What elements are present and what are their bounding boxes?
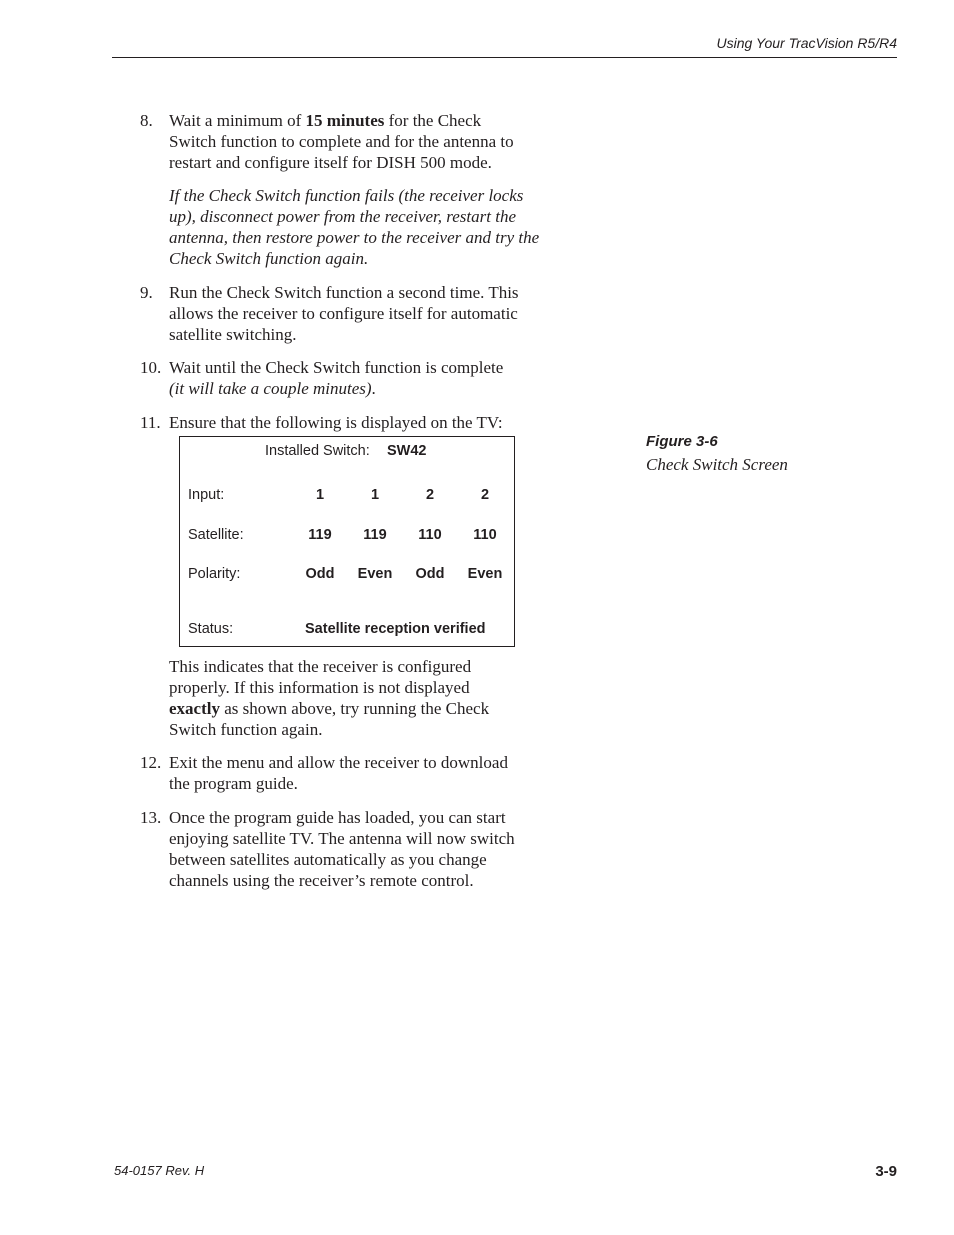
step-8-text: Wait a minimum of 15 minutes for the Check Switch function to complete and for the antenna to restart and configure itself for DISH 500 mode. [169,111,514,172]
step-13-number: 13. [140,808,162,827]
step-8-note: If the Check Switch function fails (the receiver locks up), disconnect power from the receiver, restart the antenna, then restore power to the receiver and try the Check Switch function again. [169,186,540,268]
step-10-text: Wait until the Check Switch function is complete (it will take a couple minutes). [169,358,504,398]
step-10-number: 10. [140,358,162,377]
installed-switch-label: Installed Switch: [265,443,370,459]
running-header: Using Your TracVision R5/R4 [716,35,897,51]
step-11-text: Ensure that the following is displayed on the TV: [169,413,503,432]
polarity-value: Even [467,566,503,582]
figure-caption: Check Switch Screen [646,455,788,474]
step-11-number: 11. [140,413,161,432]
input-value: 1 [370,487,380,503]
status-label: Status: [188,621,234,637]
step-13-text: Once the program guide has loaded, you can start enjoying satellite TV. The antenna will now switch between satellites automatically as you change channels using the receiver’s remote control. [169,808,515,890]
polarity-label: Polarity: [188,566,241,582]
page-number: 3-9 [875,1163,897,1180]
satellite-value: 110 [418,527,442,543]
step-12-number: 12. [140,753,162,772]
input-value: 2 [425,487,435,503]
check-switch-screen [179,436,515,647]
step-12-text: Exit the menu and allow the receiver to download the program guide. [169,753,508,793]
status-value: Satellite reception verified [305,621,486,637]
input-label: Input: [188,487,225,503]
input-value: 2 [480,487,490,503]
satellite-value: 119 [363,527,387,543]
document-number: 54-0157 Rev. H [114,1163,205,1178]
satellite-value: 119 [308,527,332,543]
step-9-text: Run the Check Switch function a second time. This allows the receiver to configure itself for automatic satellite switching. [169,283,519,344]
satellite-label: Satellite: [188,527,244,543]
input-value: 1 [315,487,325,503]
polarity-value: Odd [305,566,335,582]
satellite-value: 110 [473,527,497,543]
step-8-number: 8. [140,111,153,130]
step-9-number: 9. [140,283,153,302]
polarity-value: Even [357,566,393,582]
polarity-value: Odd [415,566,445,582]
step-11-explanation: This indicates that the receiver is configured properly. If this information is not displayed exactly as shown above, try running the Check Switch function again. [169,657,490,739]
header-rule [112,57,897,58]
installed-switch-value: SW42 [387,443,427,459]
figure-title: Figure 3-6 [646,433,718,450]
